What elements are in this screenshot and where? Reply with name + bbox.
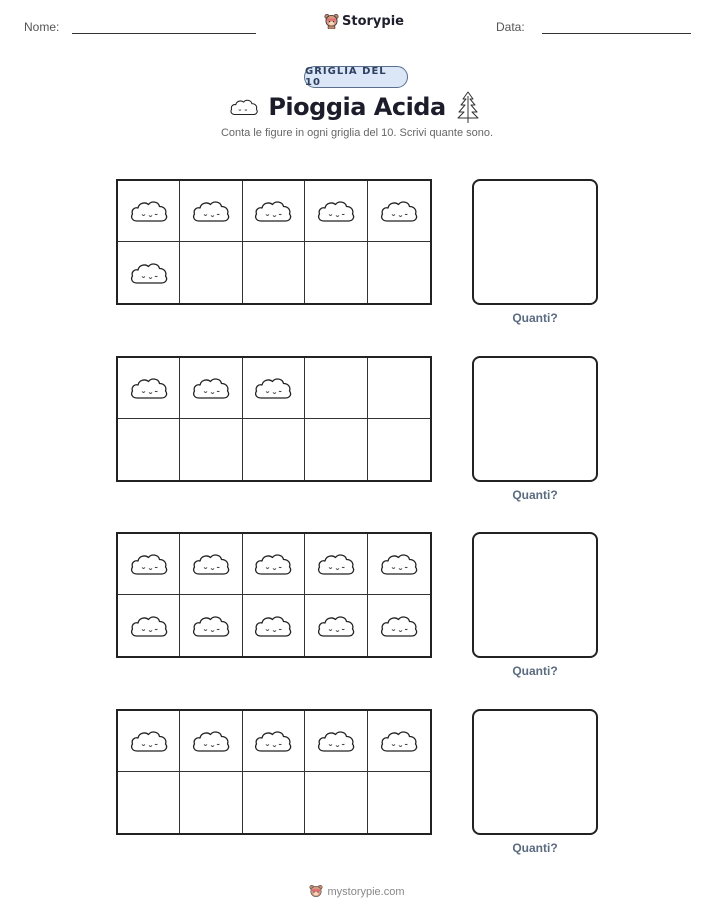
ten-frame-cell <box>243 358 305 419</box>
ten-frame-cell <box>118 711 180 772</box>
ten-frame-cell <box>118 595 180 656</box>
ten-frame-cell <box>368 772 430 833</box>
ten-frame-cell <box>118 242 180 303</box>
ten-frame-cell <box>243 419 305 480</box>
date-field-line[interactable] <box>542 33 691 34</box>
ten-frame-cell <box>243 181 305 242</box>
ten-frame-cell <box>368 419 430 480</box>
ten-frame-cell <box>305 711 367 772</box>
ten-frame-cell <box>305 534 367 595</box>
cloud-icon <box>129 374 169 402</box>
ten-frame-cell <box>243 534 305 595</box>
answer-label: Quanti? <box>512 311 558 325</box>
cloud-icon <box>253 727 293 755</box>
ten-frame-cell <box>243 595 305 656</box>
cloud-icon <box>191 727 231 755</box>
answer-box[interactable] <box>472 532 598 658</box>
ten-frame-cell <box>180 358 242 419</box>
ten-frame-cell <box>368 358 430 419</box>
ten-frame-cell <box>180 534 242 595</box>
ten-frame-cell <box>118 534 180 595</box>
ten-frame-cell <box>180 181 242 242</box>
date-label: Data: <box>496 20 525 34</box>
brand-name: Storypie <box>342 13 404 29</box>
instructions: Conta le figure in ogni griglia del 10. Scrivi quante sono. <box>220 127 494 139</box>
cloud-icon <box>253 374 293 402</box>
cloud-icon <box>191 550 231 578</box>
ten-frame-cell <box>118 772 180 833</box>
cloud-icon <box>129 259 169 287</box>
ten-frame-cell <box>305 181 367 242</box>
ten-frame-cell <box>368 242 430 303</box>
cloud-icon <box>316 550 356 578</box>
ten-frame-cell <box>180 595 242 656</box>
footer-url[interactable]: mystorypie.com <box>327 885 405 898</box>
answer-label: Quanti? <box>512 664 558 678</box>
cloud-icon <box>316 197 356 225</box>
footer <box>0 884 714 899</box>
ten-frame-cell <box>305 358 367 419</box>
ten-frame-cell <box>305 772 367 833</box>
cloud-icon <box>253 197 293 225</box>
cloud-icon <box>129 550 169 578</box>
cloud-icon <box>316 727 356 755</box>
ten-frame <box>116 179 432 305</box>
cloud-icon <box>191 197 231 225</box>
answer-box[interactable] <box>472 356 598 482</box>
bear-icon <box>309 884 323 899</box>
ten-frame-cell <box>243 772 305 833</box>
cloud-icon <box>129 727 169 755</box>
bear-icon <box>324 13 339 29</box>
ten-frame-cell <box>243 711 305 772</box>
cloud-icon <box>379 550 419 578</box>
cloud-icon <box>191 612 231 640</box>
ten-frame-cell <box>368 534 430 595</box>
ten-frame-cell <box>305 242 367 303</box>
ten-frame-cell <box>180 419 242 480</box>
ten-frame <box>116 356 432 482</box>
cloud-icon <box>191 374 231 402</box>
cloud-icon <box>379 727 419 755</box>
cloud-icon <box>379 612 419 640</box>
page-title: Pioggia Acida <box>268 93 446 121</box>
answer-label: Quanti? <box>512 488 558 502</box>
cloud-icon <box>253 612 293 640</box>
answer-label: Quanti? <box>512 841 558 855</box>
category-badge: GRIGLIA DEL 10 <box>304 66 408 88</box>
name-field-line[interactable] <box>72 33 256 34</box>
ten-frame-cell <box>118 419 180 480</box>
ten-frame-cell <box>180 772 242 833</box>
ten-frame-cell <box>118 181 180 242</box>
tree-icon <box>455 90 481 124</box>
cloud-icon <box>379 197 419 225</box>
storypie-logo <box>324 13 404 29</box>
name-label: Nome: <box>24 20 60 34</box>
ten-frame-cell <box>368 595 430 656</box>
cloud-icon <box>253 550 293 578</box>
ten-frame-cell <box>118 358 180 419</box>
cloud-icon <box>316 612 356 640</box>
ten-frame-cell <box>368 711 430 772</box>
cloud-icon <box>129 197 169 225</box>
ten-frame-cell <box>243 242 305 303</box>
ten-frame-cell <box>180 711 242 772</box>
ten-frame-cell <box>368 181 430 242</box>
answer-box[interactable] <box>472 709 598 835</box>
cloud-icon <box>129 612 169 640</box>
ten-frame-cell <box>305 419 367 480</box>
ten-frame <box>116 532 432 658</box>
ten-frame <box>116 709 432 835</box>
ten-frame-cell <box>305 595 367 656</box>
ten-frame-cell <box>180 242 242 303</box>
answer-box[interactable] <box>472 179 598 305</box>
